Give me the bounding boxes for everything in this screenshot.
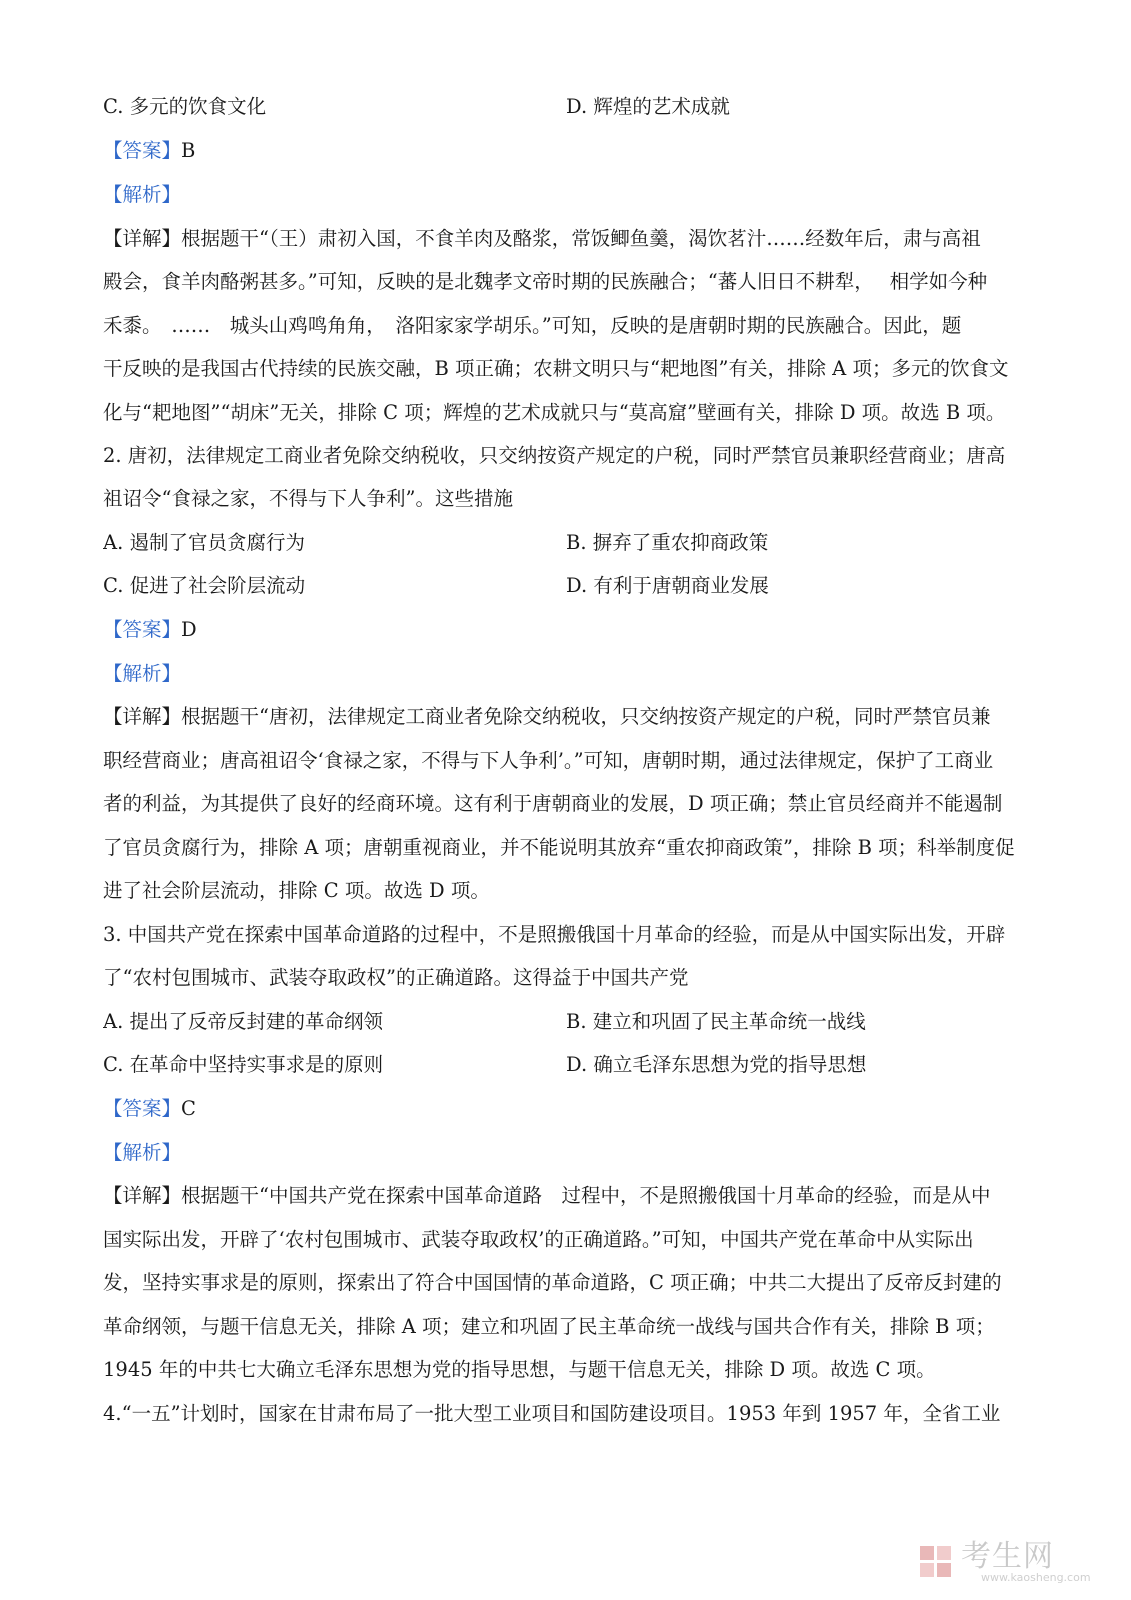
q2-answer: D: [181, 618, 197, 641]
detail-tag: 【详解】: [103, 227, 182, 250]
q3-option-a: A. 提出了反帝反封建的革命纲领: [103, 1010, 383, 1033]
q2-detail-line: [103, 702, 1033, 732]
q3-analysis-tag: [103, 1138, 1033, 1168]
q3-stem-line: 3. 中国共产党在探索中国革命道路的过程中，不是照搬俄国十月革命的经验，而是从中国实际出发，开辟: [103, 923, 1006, 946]
q1-option-c: C. 多元的饮食文化: [103, 95, 267, 118]
q1-detail-line: 禾黍。 …… 城头山鸡鸣角角， 洛阳家家学胡乐。”可知，反映的是唐朝时期的民族融合。因此，题: [103, 314, 962, 337]
q2-stem-line: 祖诏令“食禄之家，不得与下人争利”。这些措施: [103, 487, 513, 510]
analysis-tag: 【解析】: [103, 662, 182, 685]
q1-detail-line: 干反映的是我国古代持续的民族交融，B 项正确；农耕文明只与“耙地图”有关，排除 A 项；多元的饮食文: [103, 357, 1009, 380]
q3-detail-line: [103, 1181, 1033, 1211]
q3-detail-line: 国实际出发，开辟了‘农村包围城市、武装夺取政权’的正确道路。”可知，中国共产党在革命中从实际出: [103, 1228, 974, 1251]
q2-detail-line: 进了社会阶层流动，排除 C 项。故选 D 项。: [103, 879, 490, 902]
q1-detail-line: 殿会，食羊肉酪粥甚多。”可知，反映的是北魏孝文帝时期的民族融合；“蕃人旧日不耕犁， 相学如今种: [103, 270, 988, 293]
detail-text: 根据题干“中国共产党在探索中国革命道路 过程中，不是照搬俄国十月革命的经验，而是从中: [181, 1184, 991, 1207]
q1-answer-line: [103, 136, 1033, 166]
q2-option-d: D. 有利于唐朝商业发展: [566, 574, 769, 597]
detail-text: 根据题干“唐初，法律规定工商业者免除交纳税收，只交纳按资产规定的户税，同时严禁官员兼: [181, 705, 991, 728]
analysis-tag: 【解析】: [103, 183, 182, 206]
q3-detail-line: 革命纲领，与题干信息无关，排除 A 项；建立和巩固了民主革命统一战线与国共合作有关，排除 B 项；: [103, 1315, 995, 1338]
q1-answer: B: [181, 139, 196, 162]
q2-stem-line: 2. 唐初，法律规定工商业者免除交纳税收，只交纳按资产规定的户税，同时严禁官员兼职经营商业；唐高: [103, 444, 1006, 467]
watermark-name: 考生网: [961, 1539, 1054, 1574]
kaosheng-logo-icon: [919, 1544, 953, 1580]
answer-tag: 【答案】: [103, 1097, 182, 1120]
q2-detail-line: 者的利益，为其提供了良好的经商环境。这有利于唐朝商业的发展，D 项正确；禁止官员经商并不能遏制: [103, 792, 1003, 815]
q3-option-b: B. 建立和巩固了民主革命统一战线: [566, 1010, 866, 1033]
detail-tag: 【详解】: [103, 705, 182, 728]
watermark-url: www.kaosheng.com: [981, 1571, 1091, 1584]
q2-option-a: A. 遏制了官员贪腐行为: [103, 531, 305, 554]
analysis-tag: 【解析】: [103, 1141, 182, 1164]
q3-detail-line: 1945 年的中共七大确立毛泽东思想为党的指导思想，与题干信息无关，排除 D 项。故选 C 项。: [103, 1358, 936, 1381]
watermark: [919, 1540, 1109, 1586]
answer-tag: 【答案】: [103, 618, 182, 641]
q1-analysis-tag: [103, 180, 1033, 210]
q1-detail-line: [103, 224, 1033, 254]
detail-tag: 【详解】: [103, 1184, 182, 1207]
q3-option-c: C. 在革命中坚持实事求是的原则: [103, 1053, 384, 1076]
q2-detail-line: 了官员贪腐行为，排除 A 项；唐朝重视商业，并不能说明其放弃“重农抑商政策”，排除 B 项；科举制度促: [103, 836, 1015, 859]
q3-option-d: D. 确立毛泽东思想为党的指导思想: [566, 1053, 867, 1076]
q2-option-b: B. 摒弃了重农抑商政策: [566, 531, 769, 554]
detail-text: 根据题干“（王）肃初入国，不食羊肉及酪浆，常饭鲫鱼羹，渴饮茗汁……经数年后，肃与高祖: [181, 227, 981, 250]
answer-tag: 【答案】: [103, 139, 182, 162]
q3-stem-line: 了“农村包围城市、武装夺取政权”的正确道路。这得益于中国共产党: [103, 966, 689, 989]
q2-answer-line: [103, 615, 1033, 645]
q1-detail-line: 化与“耙地图”“胡床”无关，排除 C 项；辉煌的艺术成就只与“莫高窟”壁画有关，排除 D 项。故选 B 项。: [103, 401, 1006, 424]
q3-answer: C: [181, 1097, 196, 1120]
q1-option-d: D. 辉煌的艺术成就: [566, 95, 730, 118]
q2-analysis-tag: [103, 659, 1033, 689]
q2-detail-line: 职经营商业；唐高祖诏令‘食禄之家，不得与下人争利’。”可知，唐朝时期，通过法律规定，保护了工商业: [103, 749, 994, 772]
q3-detail-line: 发，坚持实事求是的原则，探索出了符合中国国情的革命道路，C 项正确；中共二大提出了反帝反封建的: [103, 1271, 1002, 1294]
q4-stem-line: 4.“一五”计划时，国家在甘肃布局了一批大型工业项目和国防建设项目。1953 年到 1957 年，全省工业: [103, 1402, 1001, 1425]
q3-answer-line: [103, 1094, 1033, 1124]
q2-option-c: C. 促进了社会阶层流动: [103, 574, 306, 597]
